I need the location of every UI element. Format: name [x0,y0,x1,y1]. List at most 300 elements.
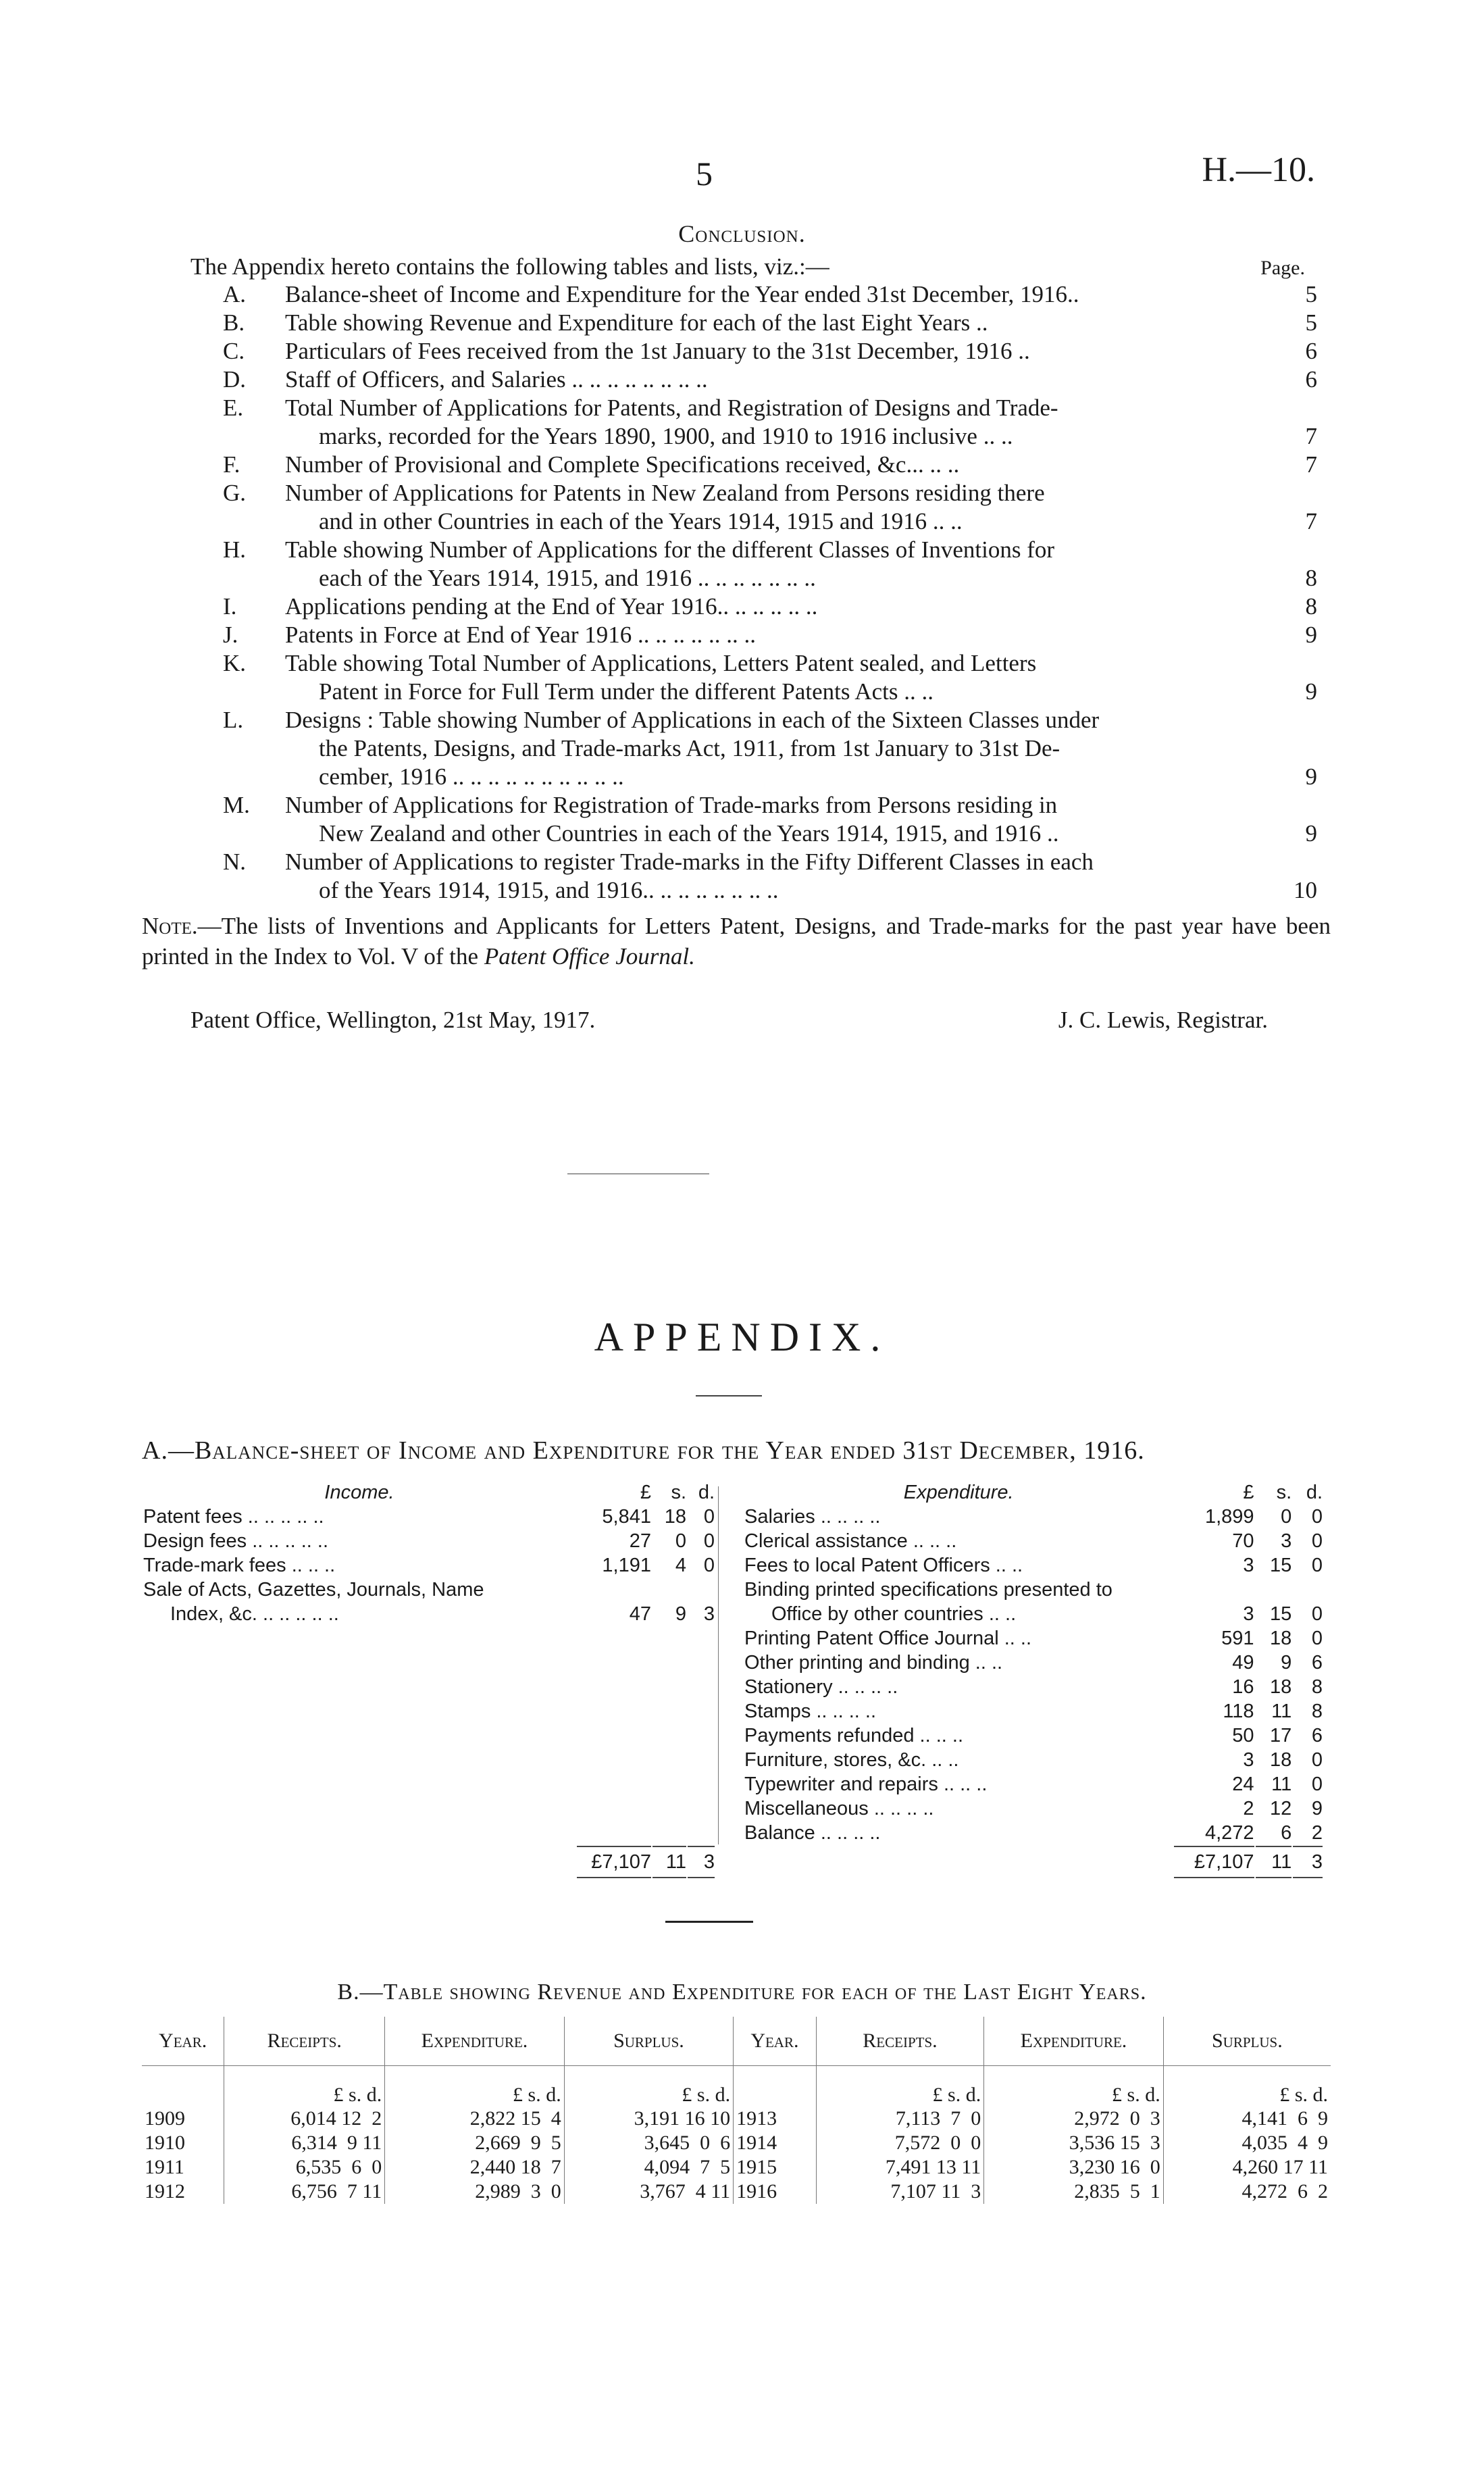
revenue-expenditure: 3,230 16 0 [984,2155,1164,2180]
contents-item-text: Total Number of Applications for Patents, and Registration of Designs and Trade- [285,395,1058,421]
contents-item-line [285,678,1317,706]
income-row [143,1554,715,1577]
contents-item-body [285,649,1317,706]
expenditure-label: Fees to local Patent Officers .. .. [744,1554,1023,1576]
revenue-expenditure: 2,669 9 5 [385,2131,565,2155]
income-spacer-cell [143,1627,575,1650]
expenditure-pounds: 118 [1223,1700,1254,1722]
income-spacer-cell [143,1748,575,1771]
revenue-header-cell: Receipts. [224,2017,385,2066]
revenue-header-cell: Year. [734,2017,817,2066]
revenue-receipts: 7,572 0 0 [816,2131,984,2155]
expenditure-pounds: 1,899 [1204,1505,1254,1528]
contents-item-letter: L. [223,707,244,733]
expenditure-row [744,1651,1323,1674]
contents-item-line [285,366,1317,394]
expenditure-label: Stamps .. .. .. .. [744,1700,876,1722]
contents-item-line [285,507,1317,536]
contents-item-text: Patent in Force for Full Term under the different Patents Acts .. .. [319,678,933,705]
income-shillings: 0 [675,1530,686,1552]
revenue-expenditure: 2,989 3 0 [385,2180,565,2204]
contents-item [223,337,1317,366]
expenditure-pence: 6 [1311,1651,1323,1674]
currency-cell: £ s. d. [1163,2066,1331,2107]
income-pounds: 27 [629,1530,651,1552]
income-spacer [143,1700,715,1723]
currency-cell: £ s. d. [984,2066,1164,2107]
table-separator [665,1921,753,1923]
expenditure-row [744,1603,1323,1626]
income-row [143,1578,715,1601]
expenditure-shillings: 15 [1269,1603,1292,1625]
expenditure-shillings: 6 [1281,1821,1292,1844]
income-pounds [577,1578,651,1601]
contents-item-body [285,337,1317,366]
contents-item-body [285,593,1317,621]
revenue-surplus: 3,645 0 6 [564,2131,733,2155]
expenditure-row [744,1724,1323,1747]
income-total-d: 3 [688,1846,715,1878]
contents-item-page [1283,536,1317,564]
expenditure-shillings: 9 [1281,1651,1292,1674]
contents-item [223,706,1317,791]
expenditure-shillings [1256,1578,1292,1601]
contents-item [223,479,1317,536]
balance-sheet-title: A.—Balance-sheet of Income and Expenditure for the Year ended 31st December, 1916. [142,1436,1145,1465]
contents-item-text: Applications pending at the End of Year 1916.. .. .. .. .. .. [285,593,818,620]
contents-item-line [285,593,1317,621]
contents-item-page [1283,706,1317,734]
expenditure-pounds: 3 [1243,1748,1254,1771]
expenditure-pounds: 3 [1243,1603,1254,1625]
income-total-row [143,1846,715,1878]
contents-item-text: marks, recorded for the Years 1890, 1900, and 1910 to 1916 inclusive .. .. [319,423,1013,449]
contents-item-page: 5 [1305,309,1317,336]
expenditure-shillings: 11 [1271,1773,1292,1795]
note-paragraph [142,911,1331,972]
revenue-expenditure: 2,440 18 7 [385,2155,565,2180]
revenue-year: 1910 [145,2132,185,2154]
expenditure-pence: 0 [1311,1554,1323,1576]
contents-item-line [285,876,1317,905]
expenditure-total-s: 11 [1256,1846,1292,1878]
shillings-header: s. [671,1481,686,1503]
contents-item-text: Table showing Revenue and Expenditure for each of the last Eight Years .. [285,309,988,336]
appendix-title: APPENDIX. [594,1315,890,1359]
page-column-label: Page. [1260,257,1305,279]
income-pence [688,1578,715,1601]
income-spacer [143,1748,715,1771]
revenue-receipts: 7,491 13 11 [816,2155,984,2180]
contents-item-page [1283,479,1317,507]
income-total-l: £7,107 [577,1846,651,1878]
contents-item-letter: G. [223,480,247,506]
contents-item-text: Particulars of Fees received from the 1st January to the 31st December, 1916 .. [285,338,1030,364]
contents-item-line [285,451,1317,479]
contents-item-line [285,763,1317,791]
contents-item [223,451,1317,479]
expenditure-label: Salaries .. .. .. .. [744,1505,881,1528]
expenditure-shillings: 12 [1269,1797,1292,1819]
contents-item-line [285,479,1317,507]
contents-item-body [285,848,1317,905]
expenditure-shillings: 15 [1269,1554,1292,1576]
revenue-header-cell: Expenditure. [984,2017,1164,2066]
income-row [143,1603,715,1626]
expenditure-pounds: 591 [1221,1627,1254,1649]
pounds-header: £ [640,1481,651,1503]
revenue-year: 1915 [734,2155,817,2180]
income-table [142,1480,716,1880]
income-spacer-cell [143,1724,575,1747]
expenditure-pounds: 3 [1243,1554,1254,1576]
contents-item-letter: C. [223,338,245,364]
income-label: Patent fees .. .. .. .. .. [143,1505,324,1528]
expenditure-pounds: 24 [1232,1773,1254,1795]
contents-item-text: Number of Applications for Patents in New Zealand from Persons residing there [285,480,1045,506]
revenue-surplus: 4,272 6 2 [1163,2180,1331,2204]
expenditure-shillings: 11 [1271,1700,1292,1722]
contents-item-page: 7 [1305,451,1317,478]
currency-cell: £ s. d. [816,2066,984,2107]
contents-item-line [285,422,1317,451]
contents-item-page: 8 [1305,565,1317,591]
expenditure-pence [1293,1578,1323,1601]
contents-item [223,280,1317,309]
revenue-expenditure: 3,536 15 3 [984,2131,1164,2155]
revenue-receipts: 6,756 7 11 [224,2180,385,2204]
contents-item-text: Patents in Force at End of Year 1916 .. .. .. .. .. .. .. [285,622,757,648]
contents-item-text: Staff of Officers, and Salaries .. .. .. .. .. .. .. .. [285,366,708,393]
revenue-table-title: B.—Table showing Revenue and Expenditure for each of the Last Eight Years. [337,1980,1147,2005]
income-spacer-cell [143,1821,575,1844]
currency-cell [734,2066,817,2107]
expenditure-table [743,1480,1324,1880]
contents-item-text: Number of Applications to register Trade-marks in the Fifty Different Classes in each [285,849,1094,875]
contents-item-text: and in other Countries in each of the Years 1914, 1915 and 1916 .. .. [319,508,963,534]
expenditure-shillings: 18 [1269,1748,1292,1771]
revenue-year: 1916 [734,2180,817,2204]
contents-item-page: 8 [1305,593,1317,620]
income-spacer [143,1797,715,1820]
income-spacer [143,1821,715,1844]
contents-item-text: cember, 1916 .. .. .. .. .. .. .. .. .. .. [319,763,624,790]
contents-item-body [285,479,1317,536]
note-text: —The lists of Inventions and Applicants for Letters Patent, Designs, and Trade-marks for the past year have been printed in the Index to Vol. V of the [142,913,1331,970]
income-total-s: 11 [653,1846,686,1878]
income-pounds: 1,191 [602,1554,651,1576]
expenditure-total-d: 3 [1293,1846,1323,1878]
contents-item-text: the Patents, Designs, and Trade-marks Act, 1911, from 1st January to 31st De- [319,735,1060,761]
expenditure-row [744,1627,1323,1650]
contents-item-letter: F. [223,451,240,478]
expenditure-row [744,1748,1323,1771]
expenditure-pence: 9 [1311,1797,1323,1819]
contents-item-page: 6 [1305,338,1317,364]
income-spacer-cell [143,1676,575,1698]
expenditure-pence: 2 [1311,1821,1323,1844]
expenditure-shillings: 0 [1281,1505,1292,1528]
income-spacer [143,1676,715,1698]
contents-item-text: New Zealand and other Countries in each of the Years 1914, 1915, and 1916 .. [319,820,1059,847]
contents-item-letter: N. [223,849,247,875]
contents-item-line [285,791,1317,820]
income-spacer [143,1651,715,1674]
contents-item-line [285,280,1317,309]
contents-item-body [285,366,1317,394]
document-reference: H.—10. [1202,151,1315,189]
expenditure-label: Miscellaneous .. .. .. .. [744,1797,934,1819]
expenditure-shillings: 18 [1269,1676,1292,1698]
contents-item [223,649,1317,706]
appendix-contents-list [223,280,1317,905]
contents-item-line [285,564,1317,593]
currency-cell: £ s. d. [385,2066,565,2107]
contents-item-letter: I. [223,593,237,620]
income-total-label [143,1846,575,1878]
income-spacer-cell [143,1797,575,1820]
expenditure-pence: 0 [1311,1530,1323,1552]
revenue-header-cell: Surplus. [564,2017,733,2066]
expenditure-label: Balance .. .. .. .. [744,1821,881,1844]
contents-item-body [285,280,1317,309]
contents-item-page: 6 [1305,366,1317,393]
income-label: Sale of Acts, Gazettes, Journals, Name [143,1578,484,1601]
contents-item-page: 7 [1305,423,1317,449]
expenditure-row [744,1773,1323,1796]
contents-item-text: Table showing Number of Applications for the different Classes of Inventions for [285,536,1055,563]
contents-item [223,791,1317,848]
revenue-receipts: 6,314 9 11 [224,2131,385,2155]
expenditure-pence: 0 [1311,1773,1323,1795]
contents-item-page [1283,791,1317,820]
contents-item-line [285,649,1317,678]
pence-header: d. [1306,1481,1323,1503]
income-heading: Income. [324,1481,394,1503]
contents-item [223,621,1317,649]
contents-item-page [1283,649,1317,678]
contents-item-page: 9 [1305,678,1317,705]
expenditure-shillings: 17 [1269,1724,1292,1746]
contents-item-line [285,337,1317,366]
revenue-surplus: 4,094 7 5 [564,2155,733,2180]
income-pence: 0 [703,1554,715,1576]
contents-item-page [1283,848,1317,876]
contents-item-letter: D. [223,366,247,393]
contents-item-body [285,451,1317,479]
income-shillings: 18 [664,1505,686,1528]
expenditure-total-l: £7,107 [1174,1846,1254,1878]
revenue-receipts: 7,107 11 3 [816,2180,984,2204]
income-row [143,1530,715,1553]
revenue-header-cell: Expenditure. [385,2017,565,2066]
contents-item-letter: E. [223,395,244,421]
pence-header: d. [698,1481,715,1503]
note-prefix: Note. [142,913,198,939]
income-shillings: 4 [675,1554,686,1576]
expenditure-pence: 6 [1311,1724,1323,1746]
contents-item-text: Number of Provisional and Complete Specifications received, &c... .. .. [285,451,960,478]
income-shillings: 9 [675,1603,686,1625]
revenue-year: 1909 [145,2107,185,2130]
revenue-year: 1913 [734,2107,817,2131]
expenditure-pounds: 4,272 [1204,1821,1254,1844]
expenditure-pence: 0 [1311,1603,1323,1625]
expenditure-pence: 0 [1311,1748,1323,1771]
revenue-header-cell: Surplus. [1163,2017,1331,2066]
expenditure-row [744,1530,1323,1553]
contents-item-page: 7 [1305,508,1317,534]
revenue-receipts: 7,113 7 0 [816,2107,984,2131]
contents-item-letter: B. [223,309,245,336]
contents-item-page [1283,394,1317,422]
revenue-row [142,2131,1331,2155]
appendix-underline [696,1395,762,1396]
revenue-row [142,2107,1331,2131]
income-pence: 0 [703,1530,715,1552]
column-divider [718,1486,719,1844]
revenue-year: 1914 [734,2131,817,2155]
conclusion-title: Conclusion. [678,220,806,247]
contents-item-letter: A. [223,281,247,307]
currency-cell: £ s. d. [564,2066,733,2107]
contents-item-body [285,791,1317,848]
revenue-receipts: 6,535 6 0 [224,2155,385,2180]
income-pence: 0 [703,1505,715,1528]
expenditure-pounds: 2 [1243,1797,1254,1819]
expenditure-row [744,1797,1323,1820]
contents-item-page: 9 [1305,820,1317,847]
contents-item-line [285,734,1317,763]
pounds-header: £ [1243,1481,1254,1503]
expenditure-pounds: 16 [1232,1676,1254,1698]
contents-item [223,366,1317,394]
revenue-header-cell: Year. [142,2017,224,2066]
expenditure-total-row [744,1846,1323,1878]
contents-item-line [285,706,1317,734]
contents-item-letter: K. [223,650,247,676]
contents-item-page: 9 [1305,763,1317,790]
expenditure-pence: 8 [1311,1676,1323,1698]
conclusion-intro: The Appendix hereto contains the following tables and lists, viz.:— [190,253,829,280]
signoff-registrar: J. C. Lewis, Registrar. [1058,1007,1268,1033]
income-spacer [143,1773,715,1796]
contents-item-body [285,394,1317,451]
expenditure-pence: 0 [1311,1627,1323,1649]
contents-item [223,394,1317,451]
contents-item-page: 10 [1294,877,1317,903]
shillings-header: s. [1276,1481,1292,1503]
currency-cell [142,2066,224,2107]
contents-item-line [285,309,1317,337]
revenue-surplus: 4,141 6 9 [1163,2107,1331,2131]
income-spacer-cell [143,1651,575,1674]
expenditure-label: Clerical assistance .. .. .. [744,1530,957,1552]
revenue-header-cell: Receipts. [816,2017,984,2066]
page-number: 5 [696,155,713,193]
contents-item-letter: H. [223,536,247,563]
revenue-surplus: 3,191 16 10 [564,2107,733,2131]
contents-item-letter: M. [223,792,250,818]
expenditure-row [744,1554,1323,1577]
contents-item-text: Table showing Total Number of Applications, Letters Patent sealed, and Letters [285,650,1037,676]
expenditure-label: Furniture, stores, &c. .. .. [744,1748,959,1771]
contents-item-line [285,621,1317,649]
income-pounds: 5,841 [602,1505,651,1528]
expenditure-row [744,1700,1323,1723]
contents-item-text: of the Years 1914, 1915, and 1916.. .. .. .. .. .. .. .. [319,877,779,903]
expenditure-label: Typewriter and repairs .. .. .. [744,1773,988,1795]
contents-item-page [1283,734,1317,763]
income-spacer-cell [143,1700,575,1723]
revenue-year: 1911 [145,2156,184,2178]
contents-item-line [285,536,1317,564]
revenue-row [142,2180,1331,2204]
expenditure-label: Office by other countries .. .. [771,1603,1017,1625]
income-label: Design fees .. .. .. .. .. [143,1530,328,1552]
revenue-expenditure: 2,835 5 1 [984,2180,1164,2204]
expenditure-pounds: 49 [1232,1651,1254,1674]
expenditure-pence: 0 [1311,1505,1323,1528]
currency-cell: £ s. d. [224,2066,385,2107]
contents-item [223,593,1317,621]
revenue-expenditure-table [142,2017,1331,2204]
revenue-receipts: 6,014 12 2 [224,2107,385,2131]
expenditure-label: Binding printed specifications presented to [744,1578,1112,1601]
expenditure-shillings: 3 [1281,1530,1292,1552]
contents-item-text: Number of Applications for Registration of Trade-marks from Persons residing in [285,792,1058,818]
income-label: Index, &c. .. .. .. .. .. [170,1603,339,1625]
note-journal: Patent Office Journal. [484,943,695,970]
expenditure-shillings: 18 [1269,1627,1292,1649]
contents-item-body [285,621,1317,649]
expenditure-total-label [744,1846,1173,1878]
contents-item-page: 5 [1305,281,1317,307]
contents-item-page: 9 [1305,622,1317,648]
income-pence: 3 [703,1603,715,1625]
expenditure-label: Other printing and binding .. .. [744,1651,1003,1674]
income-row [143,1505,715,1528]
signoff-place-date: Patent Office, Wellington, 21st May, 1917. [190,1007,596,1033]
expenditure-row [744,1676,1323,1698]
contents-item [223,309,1317,337]
income-spacer-cell [143,1773,575,1796]
contents-item-body [285,309,1317,337]
expenditure-heading: Expenditure. [903,1481,1014,1503]
revenue-surplus: 3,767 4 11 [564,2180,733,2204]
contents-item-body [285,536,1317,593]
expenditure-pounds [1174,1578,1254,1601]
expenditure-label: Printing Patent Office Journal .. .. [744,1627,1032,1649]
revenue-expenditure: 2,972 0 3 [984,2107,1164,2131]
expenditure-label: Stationery .. .. .. .. [744,1676,898,1698]
expenditure-row [744,1578,1323,1601]
expenditure-row [744,1505,1323,1528]
contents-item-letter: J. [223,622,238,648]
revenue-surplus: 4,260 17 11 [1163,2155,1331,2180]
revenue-row [142,2155,1331,2180]
income-spacer [143,1724,715,1747]
expenditure-pounds: 70 [1232,1530,1254,1552]
expenditure-pence: 8 [1311,1700,1323,1722]
expenditure-row [744,1821,1323,1844]
contents-item-text: each of the Years 1914, 1915, and 1916 .. .. .. .. .. .. .. [319,565,816,591]
contents-item-text: Designs : Table showing Number of Applications in each of the Sixteen Classes under [285,707,1100,733]
contents-item [223,848,1317,905]
expenditure-label: Payments refunded .. .. .. [744,1724,963,1746]
revenue-expenditure: 2,822 15 4 [385,2107,565,2131]
income-label: Trade-mark fees .. .. .. [143,1554,336,1576]
